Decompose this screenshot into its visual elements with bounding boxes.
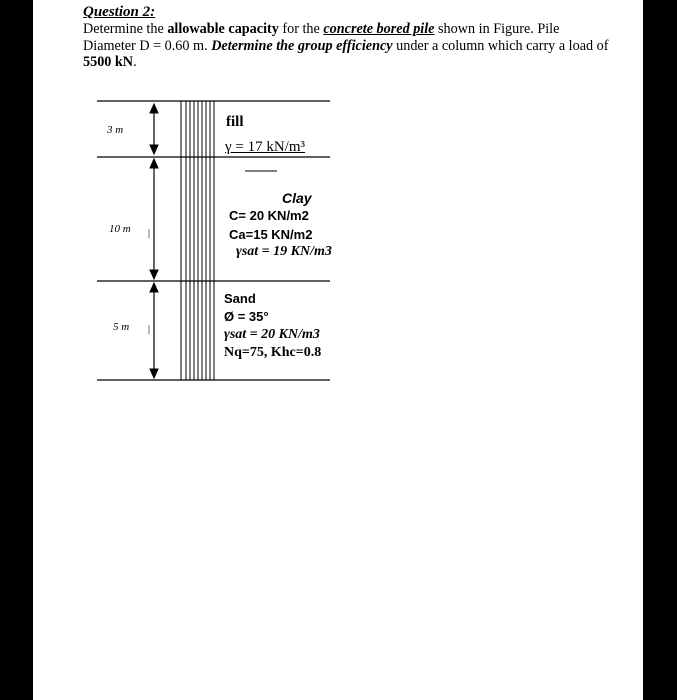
fill-unit-weight: γ = 17 kN/m³ [225, 139, 306, 155]
sand-friction-angle: Ø = 35° [224, 309, 269, 324]
clay-label: Clay [282, 190, 312, 206]
clay-adhesion: Ca=15 KN/m2 [229, 227, 313, 242]
sand-label: Sand [224, 291, 256, 306]
pile-shaft [181, 101, 214, 380]
fill-label: fill [226, 114, 244, 130]
depth-label-5m: 5 m [113, 321, 130, 333]
dimension-arrow-5m [150, 283, 158, 378]
depth-label-3m: 3 m [107, 124, 124, 136]
question-text: Determine the allowable capacity for the concrete bored pile shown in Figure. Pile Diameter D = 0.60 m. Determine the group efficiency under a column which carry a load of 5500 kN. [83, 21, 609, 70]
question-title: Question 2: [83, 4, 156, 20]
clay-saturated-unit-weight: γsat = 19 KN/m3 [236, 244, 332, 259]
sand-parameters: Nq=75, Khc=0.8 [224, 345, 322, 360]
depth-label-10m: 10 m [109, 223, 131, 235]
dimension-arrow-10m [150, 159, 158, 279]
sand-saturated-unit-weight: γsat = 20 KN/m3 [224, 327, 320, 342]
dimension-arrow-3m [150, 104, 158, 154]
clay-cohesion: C= 20 KN/m2 [229, 208, 309, 223]
